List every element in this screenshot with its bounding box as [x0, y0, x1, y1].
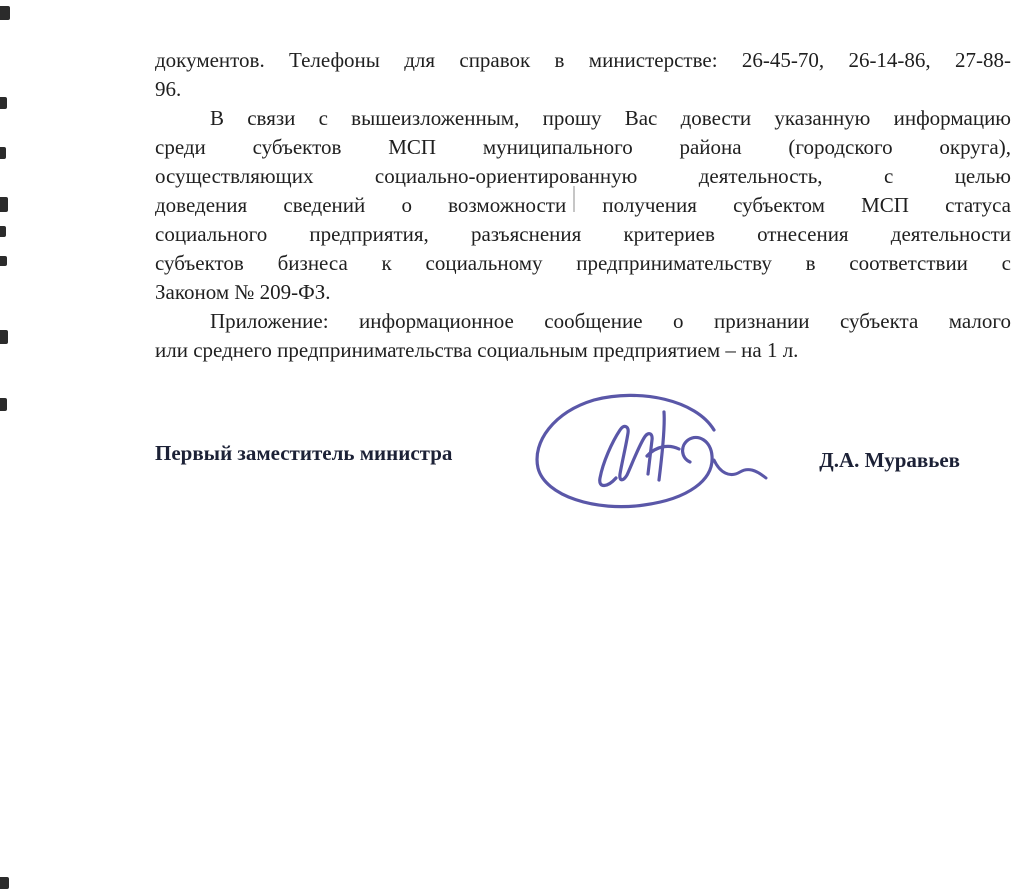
letter-line: субъектов бизнеса к социальному предпринимательству в соответствии с	[155, 251, 1011, 275]
scan-edge-artifact	[0, 147, 6, 159]
scan-edge-artifact	[0, 226, 6, 237]
scan-edge-artifact	[0, 256, 7, 266]
scan-edge-artifact	[0, 197, 8, 212]
letter-line: социального предприятия, разъяснения критериев отнесения деятельности	[155, 222, 1011, 246]
scan-edge-artifact	[0, 398, 7, 411]
signature-ink-svg	[528, 386, 776, 516]
scan-edge-artifact	[0, 6, 10, 20]
signer-position-title: Первый заместитель министра	[155, 441, 453, 465]
letter-line: документов. Телефоны для справок в министерстве: 26-45-70, 26-14-86, 27-88-	[155, 48, 1011, 72]
letter-line: 96.	[155, 77, 182, 101]
signature-tail-stroke	[714, 460, 766, 478]
scan-edge-artifact	[0, 877, 9, 889]
handwritten-signature	[528, 386, 776, 516]
letter-line: доведения сведений о возможности получения субъектом МСП статуса	[155, 193, 1011, 217]
signature-initials-stroke	[600, 412, 679, 486]
letter-body	[155, 46, 1011, 365]
signer-name: Д.А. Муравьев	[819, 448, 960, 472]
letter-line: В связи с вышеизложенным, прошу Вас довести указанную информацию	[210, 106, 1011, 130]
scan-edge-artifact	[0, 330, 8, 344]
scan-edge-artifact	[0, 97, 7, 109]
letter-line: Приложение: информационное сообщение о признании субъекта малого	[210, 309, 1011, 333]
letter-line: Законом № 209-ФЗ.	[155, 280, 331, 304]
letter-line: или среднего предпринимательства социальным предприятием – на 1 л.	[155, 338, 799, 362]
letter-line: среди субъектов МСП муниципального района (городского округа),	[155, 135, 1011, 159]
letter-line: осуществляющих социально-ориентированную деятельность, с целью	[155, 164, 1011, 188]
